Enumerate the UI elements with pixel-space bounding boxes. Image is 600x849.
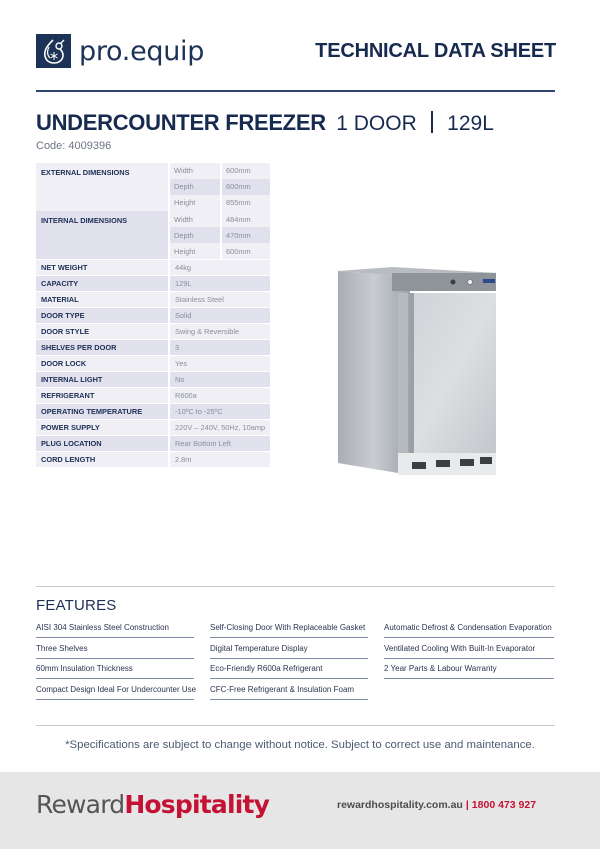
feature-item: Digital Temperature Display [210, 639, 368, 659]
spec-row-material: MATERIAL Stainless Steel [36, 292, 270, 308]
spec-key: Width [170, 211, 220, 227]
spec-row-door-type: DOOR TYPE Solid [36, 308, 270, 324]
spec-value: 600mm [222, 179, 270, 195]
feature-item: Compact Design Ideal For Undercounter Use [36, 680, 194, 700]
product-image [330, 263, 498, 478]
feature-item: Automatic Defrost & Condensation Evaporation [384, 618, 554, 638]
contact-info [337, 799, 536, 811]
phone-number[interactable]: 1800 473 927 [471, 799, 537, 811]
spec-row-capacity: CAPACITY 129L [36, 276, 270, 292]
spec-row-internal-light: INTERNAL LIGHT No [36, 372, 270, 388]
spec-row-door-lock: DOOR LOCK Yes [36, 356, 270, 372]
spec-row-cord-length: CORD LENGTH 2.8m [36, 452, 270, 468]
brand-part-1: Reward [36, 790, 125, 819]
spec-subrow [170, 211, 270, 227]
header-divider [36, 90, 555, 92]
spec-subrow [170, 179, 270, 195]
pro-equip-logo [36, 34, 204, 68]
website-link[interactable]: rewardhospitality.com.au [337, 799, 463, 811]
product-name: UNDERCOUNTER FREEZER [36, 110, 326, 135]
spec-value: 470mm [222, 227, 270, 243]
feature-item: Ventilated Cooling With Built-In Evaporator [384, 639, 554, 659]
footer [0, 772, 600, 849]
spec-key: Depth [170, 227, 220, 243]
feature-item: CFC-Free Refrigerant & Insulation Foam [210, 680, 368, 700]
spec-subrow [170, 163, 270, 179]
spec-row-shelves: SHELVES PER DOOR 3 [36, 340, 270, 356]
reward-hospitality-logo [36, 790, 269, 819]
spec-subrow [170, 243, 270, 259]
product-capacity: 129L [447, 112, 494, 135]
feature-item: 2 Year Parts & Labour Warranty [384, 659, 554, 679]
features-column-2 [210, 618, 368, 700]
contact-separator: | [465, 799, 469, 811]
spec-key: Height [170, 243, 220, 259]
product-doors: 1 DOOR [336, 112, 417, 135]
spec-subrow [170, 195, 270, 211]
spec-row-net-weight: NET WEIGHT 44kg [36, 260, 270, 276]
title-separator [431, 111, 433, 133]
spec-table [36, 163, 270, 467]
header [36, 34, 556, 74]
features-title: FEATURES [36, 597, 117, 614]
feature-item: AISI 304 Stainless Steel Construction [36, 618, 194, 638]
feature-item: Self-Closing Door With Replaceable Gasket [210, 618, 368, 638]
spec-row-plug-location: PLUG LOCATION Rear Bottom Left [36, 436, 270, 452]
spec-key: Depth [170, 179, 220, 195]
spec-row-door-style: DOOR STYLE Swing & Reversible [36, 324, 270, 340]
feature-item: 60mm Insulation Thickness [36, 659, 194, 679]
spec-row-power-supply: POWER SUPPLY 220V – 240V, 50Hz, 10amp [36, 420, 270, 436]
spec-row-operating-temp: OPERATING TEMPERATURE -10ºC to -25ºC [36, 404, 270, 420]
feature-item: Three Shelves [36, 639, 194, 659]
product-title [36, 110, 494, 136]
flame-snowflake-icon [36, 34, 71, 68]
spec-label: INTERNAL DIMENSIONS [36, 211, 168, 259]
spec-key: Height [170, 195, 220, 211]
features-divider-top [36, 586, 555, 587]
spec-row-refrigerant: REFRIGERANT R600a [36, 388, 270, 404]
brand-name: pro.equip [79, 35, 205, 67]
sheet-title: TECHNICAL DATA SHEET [315, 40, 556, 62]
feature-item: Eco-Friendly R600a Refrigerant [210, 659, 368, 679]
spec-value: 484mm [222, 211, 270, 227]
disclaimer: *Specifications are subject to change without notice. Subject to correct use and maintenance. [65, 739, 535, 751]
brand-part-2: Hospitality [124, 790, 270, 819]
features-column-3 [384, 618, 554, 700]
features-grid [36, 618, 556, 700]
spec-subrow [170, 227, 270, 243]
features-divider-bottom [36, 725, 555, 726]
spec-label: EXTERNAL DIMENSIONS [36, 163, 168, 211]
spec-value: 600mm [222, 243, 270, 259]
features-column-1 [36, 618, 197, 700]
spec-key: Width [170, 163, 220, 179]
product-code: Code: 4009396 [36, 140, 112, 152]
spec-value: 855mm [222, 195, 270, 211]
spec-value: 600mm [222, 163, 270, 179]
spec-group-external [36, 163, 270, 211]
spec-group-internal [36, 211, 270, 259]
